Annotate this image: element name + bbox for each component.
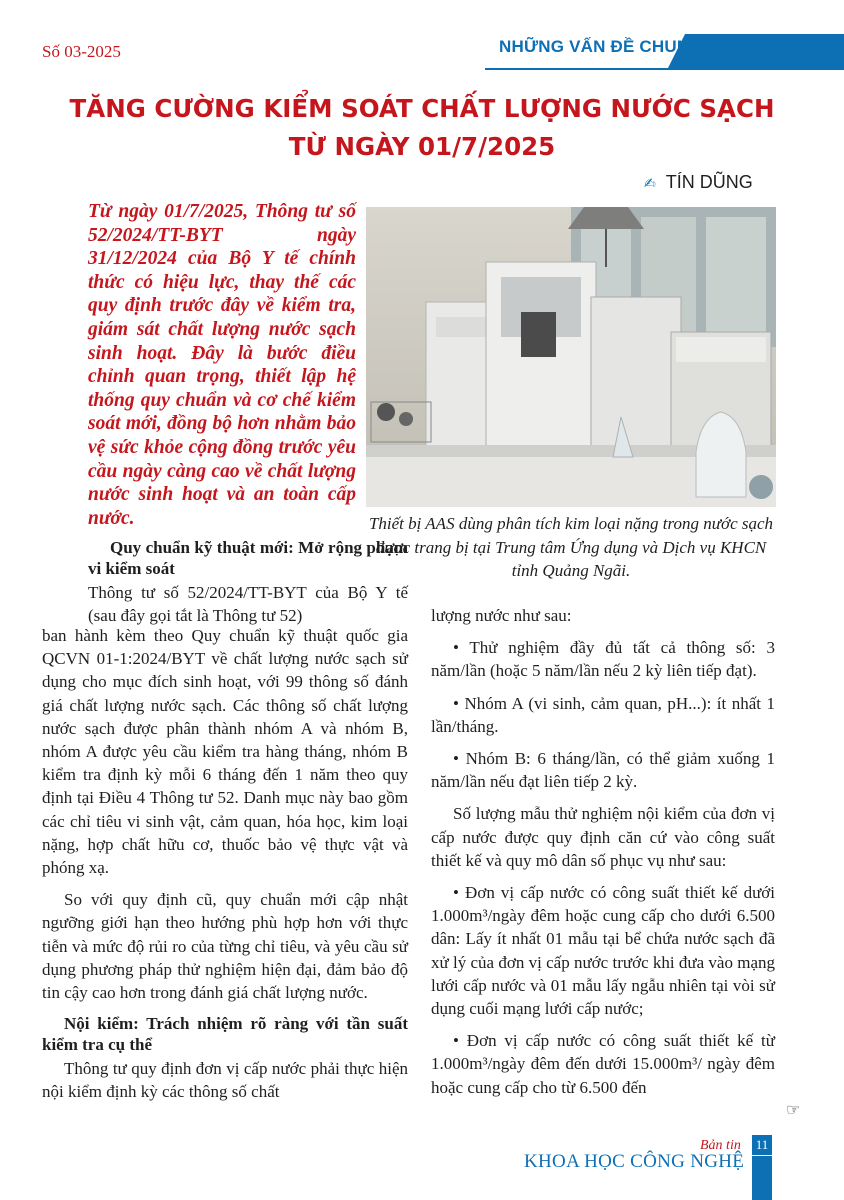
pen-icon: ✍ (644, 175, 656, 191)
section-title: NHỮNG VẤN ĐỀ CHUNG (499, 37, 703, 56)
pointing-hand-icon: ☞ (786, 1102, 801, 1119)
paragraph-internal-inspection: Thông tư quy định đơn vị cấp nước phải thực hiện nội kiểm định kỳ các thông số chất (42, 1059, 408, 1102)
issue-number: Số 03-2025 (42, 42, 121, 61)
right-column (431, 604, 775, 1108)
paragraph-continuation: lượng nước như sau: (431, 606, 572, 625)
lab-equipment-photo (366, 207, 776, 507)
paragraph-start: Thông tư số 52/2024/TT-BYT của Bộ Y tế (sau đây gọi tắt là Thông tư 52) (88, 583, 408, 626)
footer-bar (752, 1156, 772, 1200)
author-name: TÍN DŨNG (665, 172, 753, 192)
bullet-group-b: • Nhóm B: 6 tháng/lần, có thể giảm xuống 1 năm/lần nếu đạt liên tiếp 2 kỳ. (431, 749, 775, 792)
section-banner (485, 34, 844, 70)
title-line-2: TỪ NGÀY 01/7/2025 (288, 132, 556, 161)
heading-technical-regulation: Quy chuẩn kỹ thuật mới: Mở rộng phạm vi kiểm soát (88, 538, 408, 578)
heading-internal-inspection: Nội kiểm: Trách nhiệm rõ ràng với tần suất kiểm tra cụ thể (42, 1014, 408, 1055)
lead-paragraph: Từ ngày 01/7/2025, Thông tư số 52/2024/TT-BYT ngày 31/12/2024 của Bộ Y tế chính thức có hiệu lực, thay thế các quy định trước đây về kiểm tra, giám sát chất lượng nước sạch sinh hoạt. Đây là bước điều chỉnh quan trọng, thiết lập hệ thống quy chuẩn và cơ chế kiểm soát mới, đồng bộ hơn nhằm bảo vệ sức khỏe cộng đồng trước yêu cầu ngày càng cao về chất lượng nước sinh hoạt và an toàn cấp nước. (88, 201, 356, 529)
left-column (42, 624, 408, 1113)
page-number: 11 (752, 1135, 772, 1155)
footer-label: Bản tin (700, 1138, 741, 1153)
bullet-small-capacity: • Đơn vị cấp nước có công suất thiết kế dưới 1.000m³/ngày đêm hoặc cung cấp cho dưới 6.500 dân: Lấy ít nhất 01 mẫu tại bể chứa nước sạch đã xử lý của đơn vị cấp nước trước khi đưa vào mạng lưới cấp nước và 01 mẫu lấy ngẫu nhiên tại vòi sử dụng cuối mạng lưới cấp nước; (431, 883, 775, 1019)
article-title (40, 90, 804, 166)
paragraph-comparison: So với quy định cũ, quy chuẩn mới cập nhật ngưỡng giới hạn theo hướng phù hợp hơn với thực tiễn và mức độ rủi ro của từng chỉ tiêu, và yêu cầu sử dụng phương pháp thử nghiệm hiện đại, đảm bảo độ tin cậy cao hơn trong đánh giá chất lượng nước. (42, 890, 408, 1003)
paragraph-sample-count: Số lượng mẫu thử nghiệm nội kiểm của đơn vị cấp nước được quy định căn cứ vào công suất thiết kế và quy mô dân số phục vụ như sau: (431, 804, 775, 870)
bullet-full-test: • Thử nghiệm đầy đủ tất cả thông số: 3 năm/lần (hoặc 5 năm/lần nếu 2 kỳ liên tiếp đạt). (431, 638, 775, 681)
bullet-medium-capacity: • Đơn vị cấp nước có công suất thiết kế từ 1.000m³/ngày đêm đến dưới 15.000m³/ ngày đêm hoặc cung cấp cho từ 6.500 đến (431, 1031, 775, 1097)
footer-title: KHOA HỌC CÔNG NGHỆ (524, 1151, 745, 1172)
author-byline (644, 172, 753, 193)
photo-caption: Thiết bị AAS dùng phân tích kim loại nặng trong nước sạch được trang bị tại Trung tâm Ứng dụng và Dịch vụ KHCN tỉnh Quảng Ngãi. (368, 514, 774, 580)
bullet-group-a: • Nhóm A (vi sinh, cảm quan, pH...): ít nhất 1 lần/tháng. (431, 693, 775, 736)
left-column-top (88, 537, 408, 636)
paragraph-regulation: ban hành kèm theo Quy chuẩn kỹ thuật quốc gia QCVN 01-1:2024/BYT về chất lượng nước sạch sử dụng cho mục đích sinh hoạt, với 99 thông số đánh giá chất lượng nước sạch. Các thông số chất lượng nước sạch được phân thành nhóm A và nhóm B, nhóm A được yêu cầu kiểm tra hàng tháng, nhóm B kiểm tra định kỳ mỗi 6 tháng đến 1 năm theo quy định tại Điều 4 Thông tư 52. Danh mục này bao gồm các chỉ tiêu vi sinh vật, cảm quan, hóa học, kim loại nặng, hợp chất hữu cơ, thuốc bảo vệ thực vật và phóng xạ. (42, 626, 408, 878)
title-line-1: TĂNG CƯỜNG KIỂM SOÁT CHẤT LƯỢNG NƯỚC SẠCH (69, 94, 775, 123)
